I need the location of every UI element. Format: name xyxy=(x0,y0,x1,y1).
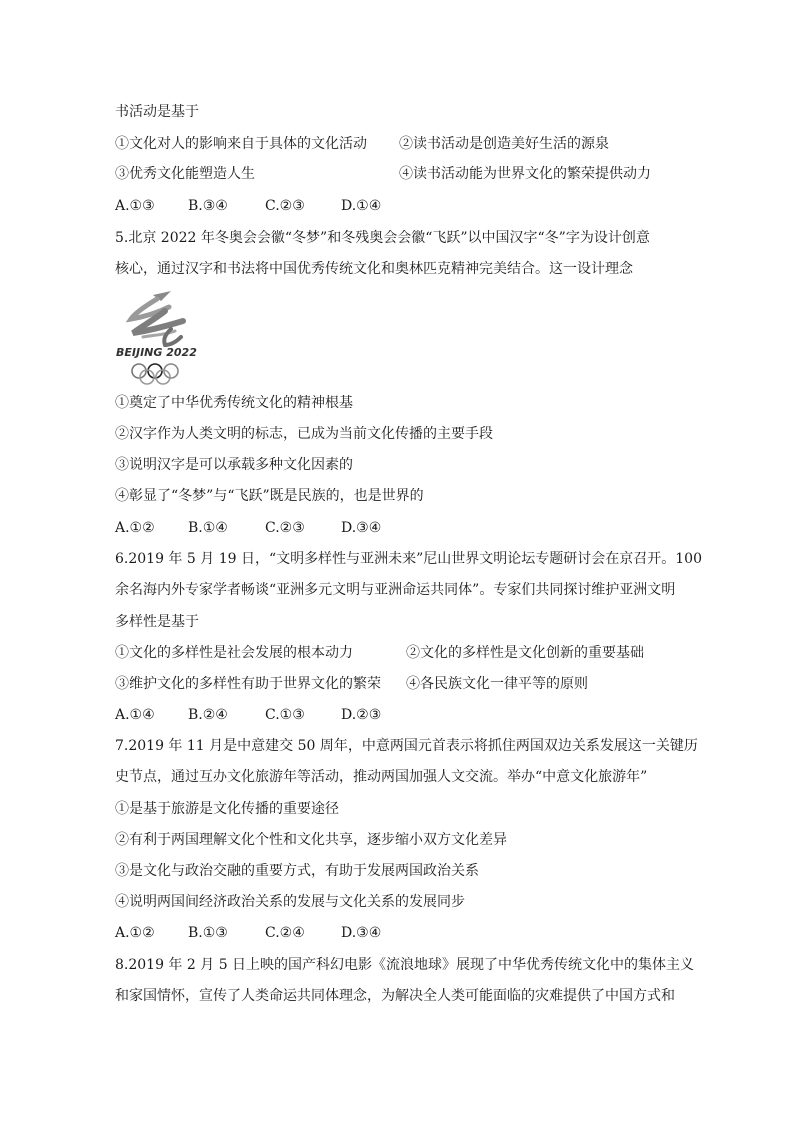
q4-option-4: ④读书活动能为世界文化的繁荣提供动力 xyxy=(399,166,651,182)
q7-stem-line2: 史节点，通过互办文化旅游年等活动，推动两国加强人文交流。举办“中意文化旅游年” xyxy=(115,769,648,785)
q6-stem-line1: 6.2019 年 5 月 19 日，“文明多样性与亚洲未来”尼山世界文明论坛专题研讨会在京召开。100 xyxy=(115,551,702,567)
q5-answer-a: A.①② xyxy=(115,520,155,536)
svg-text:BEIJING 2022: BEIJING 2022 xyxy=(116,346,197,359)
q6-stem-line2: 余名海内外专家学者畅谈“亚洲多元文明与亚洲命运共同体”。专家们共同探讨维护亚洲文明 xyxy=(115,582,676,598)
q7-answer-b: B.①③ xyxy=(188,925,228,941)
q6-option-1: ①文化的多样性是社会发展的根本动力 xyxy=(115,645,353,661)
beijing-2022-emblem xyxy=(113,287,209,385)
q4-option-3: ③优秀文化能塑造人生 xyxy=(115,166,255,182)
q5-stem-line1: 5.北京 2022 年冬奥会会徽“冬梦”和冬残奥会会徽“飞跃”以中国汉字“冬”字为设计创意 xyxy=(115,230,650,246)
q4-answer-d: D.①④ xyxy=(341,198,382,214)
q5-option-1: ①奠定了中华优秀传统文化的精神根基 xyxy=(115,395,353,411)
q5-answer-d: D.③④ xyxy=(341,520,382,536)
q6-answer-b: B.②④ xyxy=(188,707,228,723)
q4-answer-c: C.②③ xyxy=(265,198,305,214)
q8-stem-line1: 8.2019 年 2 月 5 日上映的国产科幻电影《流浪地球》展现了中华优秀传统文化中的集体主义 xyxy=(115,957,695,973)
q5-option-2: ②汉字作为人类文明的标志，已成为当前文化传播的主要手段 xyxy=(115,426,493,442)
q6-option-2: ②文化的多样性是文化创新的重要基础 xyxy=(406,645,644,661)
q7-stem-line1: 7.2019 年 11 月是中意建交 50 周年，中意两国元首表示将抓住两国双边关系发展这一关键历 xyxy=(115,738,698,754)
q7-answer-a: A.①② xyxy=(115,925,155,941)
q5-option-4: ④彰显了“冬梦”与“飞跃”既是民族的，也是世界的 xyxy=(115,488,424,504)
q8-stem-line2: 和家国情怀，宣传了人类命运共同体理念，为解决全人类可能面临的灾难提供了中国方式和 xyxy=(115,988,675,1004)
q4-option-1: ①文化对人的影响来自于具体的文化活动 xyxy=(115,136,367,152)
q5-answer-b: B.①④ xyxy=(188,520,228,536)
q4-answer-a: A.①③ xyxy=(115,198,155,214)
winter-olympics-emblem-icon xyxy=(113,287,209,385)
q4-stem-tail: 书活动是基于 xyxy=(115,104,199,120)
q7-option-3: ③是文化与政治交融的重要方式，有助于发展两国政治关系 xyxy=(115,863,479,879)
q6-option-3: ③维护文化的多样性有助于世界文化的繁荣 xyxy=(115,676,381,692)
q5-option-3: ③说明汉字是可以承载多种文化因素的 xyxy=(115,457,353,473)
q6-option-4: ④各民族文化一律平等的原则 xyxy=(406,676,588,692)
q6-answer-d: D.②③ xyxy=(341,707,382,723)
q4-option-2: ②读书活动是创造美好生活的源泉 xyxy=(399,136,609,152)
q5-stem-line2: 核心，通过汉字和书法将中国优秀传统文化和奥林匹克精神完美结合。这一设计理念 xyxy=(115,261,633,277)
q7-answer-c: C.②④ xyxy=(265,925,305,941)
q7-option-2: ②有利于两国理解文化个性和文化共享，逐步缩小双方文化差异 xyxy=(115,832,507,848)
q4-answer-b: B.③④ xyxy=(188,198,228,214)
q6-answer-c: C.①③ xyxy=(265,707,305,723)
q6-stem-line3: 多样性是基于 xyxy=(115,614,199,630)
q6-answer-a: A.①④ xyxy=(115,707,155,723)
q7-option-1: ①是基于旅游是文化传播的重要途径 xyxy=(115,801,339,817)
q5-answer-c: C.②③ xyxy=(265,520,305,536)
q7-answer-d: D.③④ xyxy=(341,925,382,941)
q7-option-4: ④说明两国间经济政治关系的发展与文化关系的发展同步 xyxy=(115,894,465,910)
